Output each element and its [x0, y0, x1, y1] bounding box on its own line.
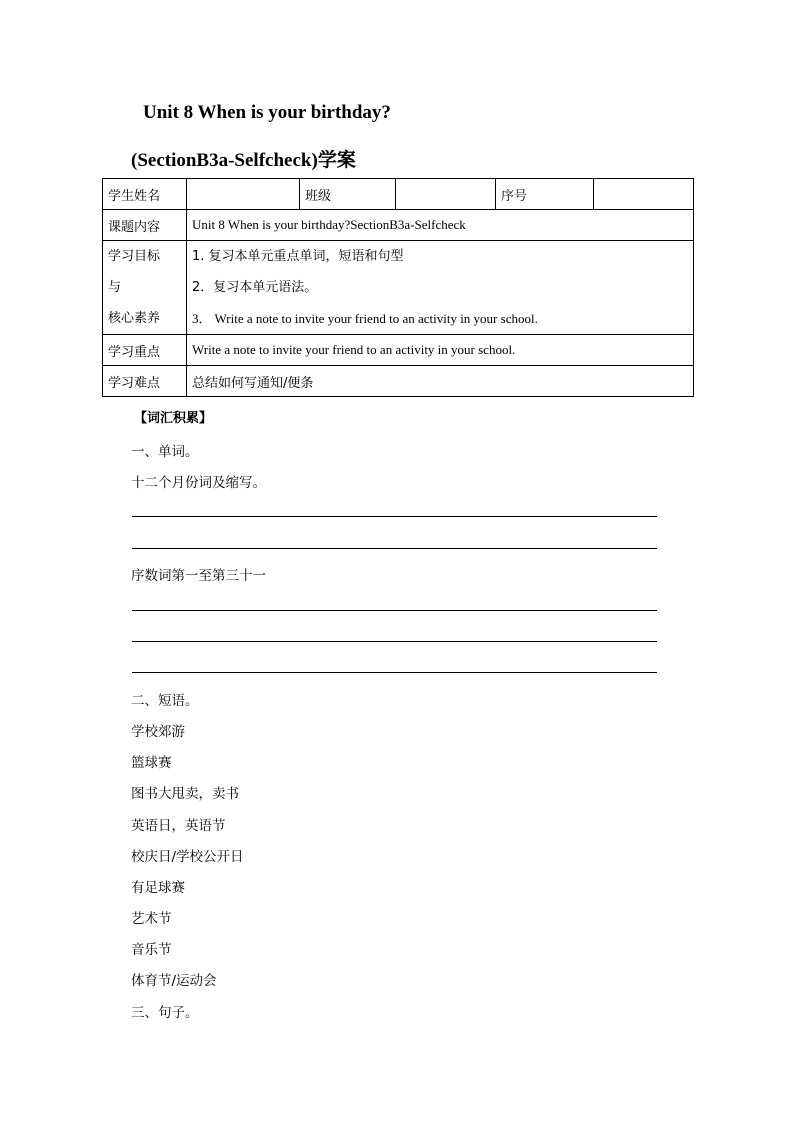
- table-row: [103, 210, 694, 241]
- topic-value: Unit 8 When is your birthday?SectionB3a-Selfcheck: [187, 210, 694, 241]
- phrase-item: 英语日，英语节: [131, 818, 226, 834]
- months-prompt: 十二个月份词及缩写。: [131, 475, 266, 491]
- vocab-section-title: 【词汇积累】: [134, 411, 213, 426]
- phrase-item: 有足球赛: [131, 880, 185, 896]
- worksheet-title-section: (SectionB3a-Selfcheck): [131, 150, 318, 171]
- phrase-item: 体育节/运动会: [131, 973, 217, 989]
- phrase-item: 音乐节: [131, 942, 172, 958]
- phrase-item: 艺术节: [131, 911, 172, 927]
- sentences-heading: 三、句子。: [131, 1005, 199, 1021]
- answer-line[interactable]: [132, 548, 657, 549]
- goal-item: 1. 复习本单元重点单词，短语和句型: [192, 249, 404, 264]
- goal-item: 3． Write a note to invite your friend to an activity in your school.: [192, 311, 538, 326]
- table-row: [103, 335, 694, 366]
- answer-line[interactable]: [132, 672, 657, 673]
- class-field[interactable]: [396, 179, 496, 210]
- student-name-field[interactable]: [187, 179, 300, 210]
- goals-label: [103, 241, 187, 335]
- phrase-item: 图书大甩卖，卖书: [131, 786, 239, 802]
- phrase-item: 篮球赛: [131, 755, 172, 771]
- words-heading: 一、单词。: [131, 444, 199, 460]
- difficulty-value: 总结如何写通知/便条: [187, 366, 694, 397]
- phrases-heading: 二、短语。: [131, 693, 199, 709]
- answer-line[interactable]: [132, 641, 657, 642]
- answer-line[interactable]: [132, 610, 657, 611]
- goal-item: 2．复习本单元语法。: [192, 280, 318, 295]
- student-info-table: [102, 178, 694, 397]
- answer-line[interactable]: [132, 516, 657, 517]
- ordinals-prompt: 序数词第一至第三十一: [131, 568, 266, 584]
- goals-value: [187, 241, 694, 335]
- worksheet-title-suffix: 学案: [317, 149, 356, 171]
- topic-label: 课题内容: [103, 210, 187, 241]
- seat-number-label: 序号: [496, 179, 594, 210]
- worksheet-title-line1: Unit 8 When is your birthday?: [143, 102, 391, 123]
- goals-label-line: 与: [108, 280, 122, 295]
- focus-label: 学习重点: [103, 335, 187, 366]
- table-row: [103, 366, 694, 397]
- goals-label-line: 核心素养: [108, 311, 161, 326]
- class-label: 班级: [300, 179, 396, 210]
- table-row: [103, 241, 694, 335]
- worksheet-title-line2: [131, 145, 356, 172]
- difficulty-label: 学习难点: [103, 366, 187, 397]
- table-row: [103, 179, 694, 210]
- seat-number-field[interactable]: [594, 179, 694, 210]
- focus-value: Write a note to invite your friend to an activity in your school.: [187, 335, 694, 366]
- phrase-item: 学校郊游: [131, 724, 185, 740]
- phrase-item: 校庆日/学校公开日: [131, 849, 244, 865]
- goals-label-line: 学习目标: [108, 249, 161, 264]
- student-name-label: 学生姓名: [103, 179, 187, 210]
